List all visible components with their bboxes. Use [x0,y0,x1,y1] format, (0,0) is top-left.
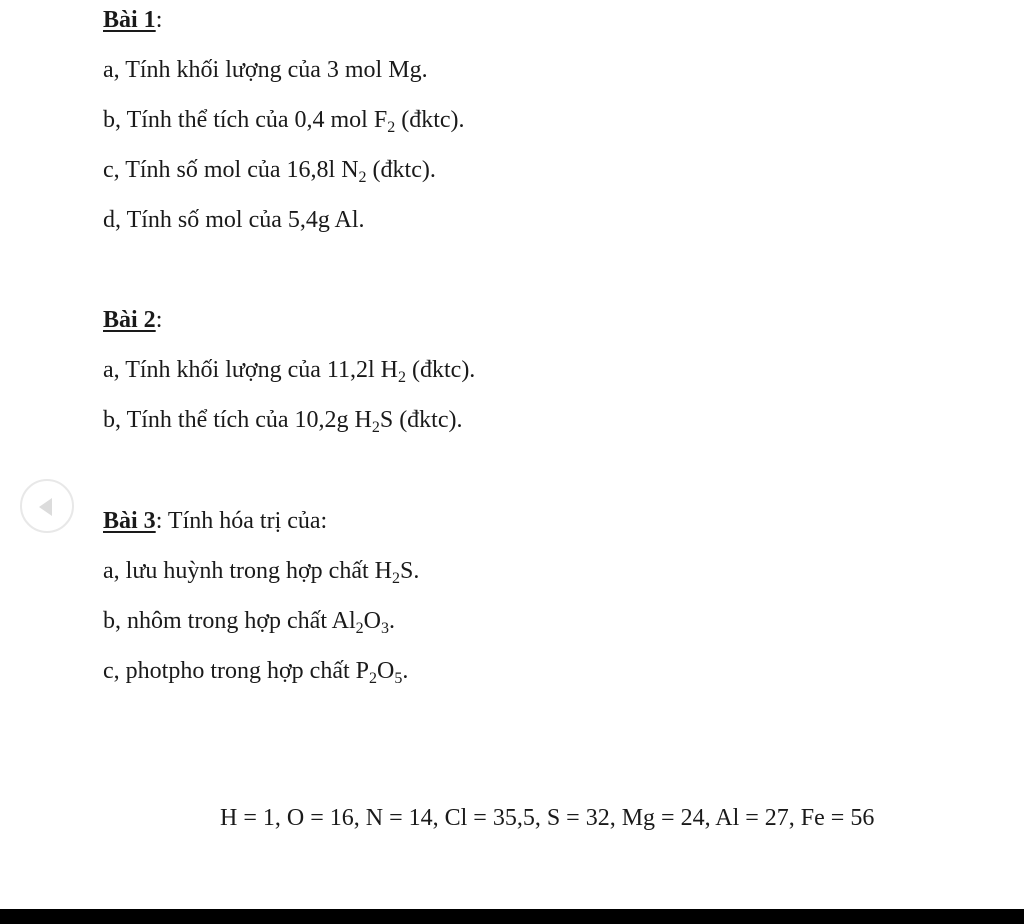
bai2-item-a: a, Tính khối lượng của 11,2l $H_2$ (đktc). [103,357,476,386]
bai3-heading [103,507,327,535]
bai1-item-c: c, Tính số mol của 16,8l $N_2$ (đktc). [103,157,436,186]
bai1-item-b: b, Tính thể tích của 0,4 mol $F_2$ (đktc). [103,107,465,136]
atomic-masses: H = 1, O = 16, N = 14, Cl = 35,5, S = 32, Mg = 24, Al = 27, Fe = 56 [220,805,875,831]
bai1-separator: : [155,7,163,33]
bai3-title: Bài 3 [103,508,156,534]
bai2-item-b: b, Tính thể tích của 10,2g $H_2S$ (đktc). [103,407,463,436]
bai1-item-d: d, Tính số mol của 5,4g Al. [103,207,365,233]
bai2-heading [103,306,162,334]
bai3-item-c: c, photpho trong hợp chất $P_2O_5$. [103,658,409,687]
bai3-item-b: b, nhôm trong hợp chất $Al_2O_3$. [103,608,396,637]
bai1-title: Bài 1 [103,7,156,33]
previous-page-button[interactable] [20,479,74,533]
chevron-left-icon [39,498,52,516]
bai1-item-a: a, Tính khối lượng của 3 mol Mg. [103,57,428,83]
bai1-heading [103,6,162,34]
bottom-bar [0,909,1024,924]
bai2-separator: : [155,307,163,333]
bai3-item-a: a, lưu huỳnh trong hợp chất $H_2S$. [103,558,420,587]
bai2-title: Bài 2 [103,307,156,333]
bai3-prompt: : Tính hóa trị của: [155,508,328,534]
